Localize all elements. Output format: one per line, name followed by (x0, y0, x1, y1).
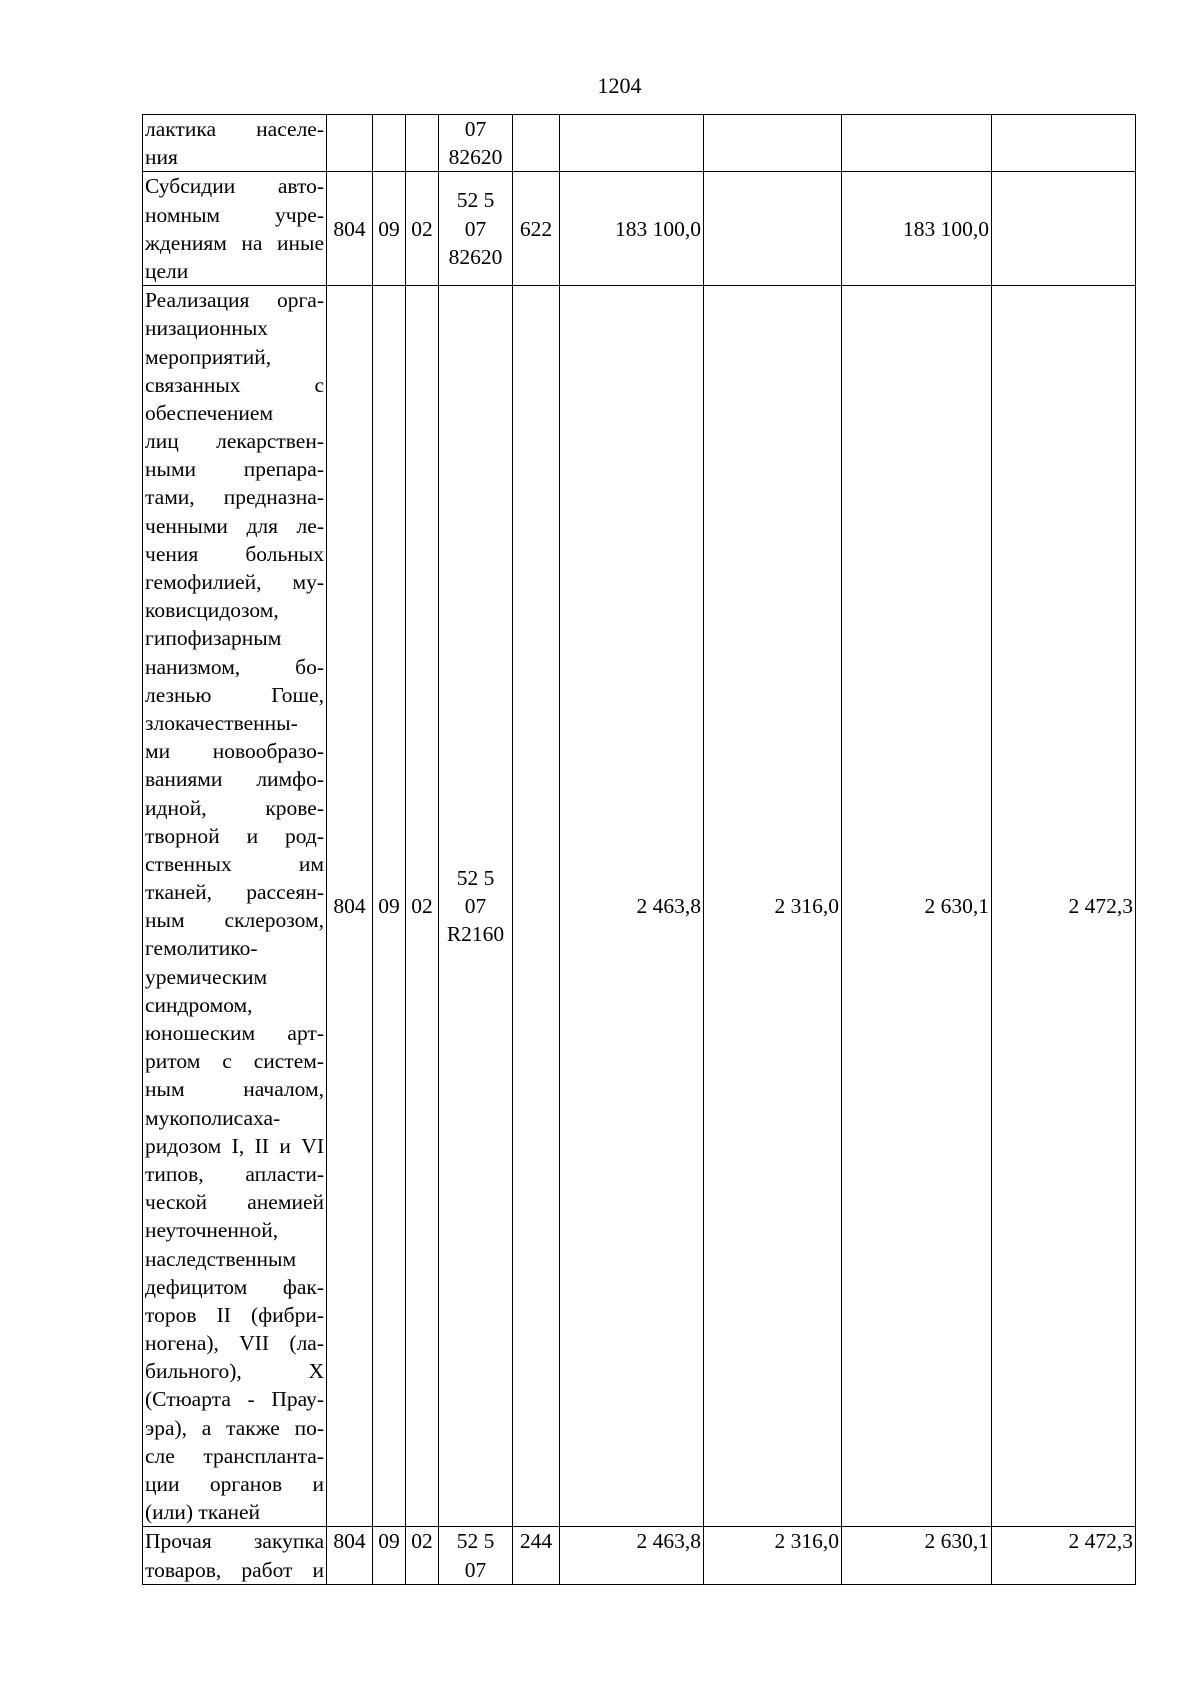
row-name-line: мероприятий, (145, 344, 272, 369)
amount-cell-4 (992, 172, 1136, 286)
row-name-line: гипофизарным (145, 626, 282, 651)
section-code-cell: 09 (373, 286, 406, 1527)
row-name-cell (143, 172, 327, 286)
row-name-line: эра), а также по- (145, 1415, 324, 1440)
row-name-line: ритом с систем- (145, 1049, 324, 1074)
target-article-line: 07 (464, 117, 487, 141)
amount-cell-4: 2 472,3 (992, 1527, 1136, 1584)
section-code-cell: 09 (373, 1527, 406, 1584)
row-name-line: тканей, рассеян- (145, 880, 324, 905)
amount-cell-2 (704, 115, 842, 172)
amount-cell-4: 2 472,3 (992, 286, 1136, 1527)
subsection-code-cell (406, 115, 439, 172)
row-name-line: ченными для ле- (145, 513, 324, 538)
row-name-line: ным началом, (145, 1077, 324, 1102)
row-name-line: уремическим (145, 964, 268, 989)
target-article-cell (439, 115, 513, 172)
amount-cell-2: 2 316,0 (704, 1527, 842, 1584)
row-name-line: низационных (145, 316, 269, 341)
budget-table (142, 114, 1136, 1585)
target-article-line: 52 5 (456, 865, 495, 890)
target-article-line: 07 (464, 894, 487, 919)
row-name-cell (143, 115, 327, 172)
row-name-line: дефицитом фак- (145, 1274, 324, 1299)
row-name-line: ридозом I, II и VI (145, 1133, 324, 1158)
row-name-line: ждениям на иные (145, 230, 324, 255)
target-article-line: 52 5 (456, 1529, 495, 1554)
row-name-line: номным учре- (145, 202, 324, 227)
row-name-line: чения больных (145, 541, 324, 566)
row-name-line: связанных с (145, 372, 324, 397)
table-row (143, 115, 1136, 172)
table-row (143, 286, 1136, 1527)
row-name-line: Реализация орга- (145, 288, 324, 313)
target-article-line: 82620 (448, 145, 503, 170)
row-name-line: тами, предназна- (145, 485, 324, 510)
row-name-line: Субсидии авто- (145, 174, 324, 199)
expense-type-cell (513, 115, 560, 172)
amount-cell-3: 2 630,1 (842, 1527, 992, 1584)
row-name-line: юношеским арт- (145, 1021, 324, 1046)
row-name-line: ния (145, 145, 178, 170)
row-name-line: ции органов и (145, 1472, 324, 1497)
table-row (143, 172, 1136, 286)
row-name-line: сле транспланта- (145, 1443, 324, 1468)
row-name-line: обеспечением (145, 400, 274, 425)
ministry-code-cell: 804 (327, 1527, 373, 1584)
target-article-cell (439, 172, 513, 286)
row-name-line: ственных им (145, 851, 324, 876)
row-name-line: неуточненной, (145, 1218, 279, 1243)
row-name-line: творной и род- (145, 823, 324, 848)
row-name-line: ным склерозом, (145, 908, 324, 933)
subsection-code-cell: 02 (406, 172, 439, 286)
row-name-line: лактика населе- (145, 117, 324, 141)
row-name-line: синдромом, (145, 992, 253, 1017)
ministry-code-cell (327, 115, 373, 172)
row-name-line: гемолитико- (145, 936, 258, 961)
amount-cell-1: 183 100,0 (560, 172, 704, 286)
amount-cell-3 (842, 115, 992, 172)
target-article-line: 07 (464, 216, 487, 241)
amount-cell-1: 2 463,8 (560, 1527, 704, 1584)
row-name-line: гемофилией, му- (145, 570, 324, 595)
row-name-line: ваниями лимфо- (145, 767, 324, 792)
target-article-line: 82620 (448, 244, 503, 269)
row-name-line: идной, крове- (145, 795, 324, 820)
ministry-code-cell: 804 (327, 172, 373, 286)
row-name-line: товаров, работ и (145, 1557, 324, 1582)
amount-cell-1 (560, 115, 704, 172)
expense-type-cell: 244 (513, 1527, 560, 1584)
row-name-line: ковисцидозом, (145, 598, 279, 623)
row-name-line: бильного), X (145, 1359, 324, 1384)
subsection-code-cell: 02 (406, 1527, 439, 1584)
amount-cell-4 (992, 115, 1136, 172)
expense-type-cell: 622 (513, 172, 560, 286)
row-name-line: (или) тканей (145, 1500, 261, 1525)
amount-cell-3: 183 100,0 (842, 172, 992, 286)
row-name-line: цели (145, 258, 189, 283)
amount-cell-2 (704, 172, 842, 286)
target-article-cell (439, 286, 513, 1527)
amount-cell-1: 2 463,8 (560, 286, 704, 1527)
section-code-cell (373, 115, 406, 172)
row-name-line: ми новообразо- (145, 739, 324, 764)
row-name-line: нанизмом, бо- (145, 654, 324, 679)
target-article-line: 52 5 (456, 188, 495, 213)
row-name-line: ческой анемией (145, 1190, 324, 1215)
row-name-line: типов, апласти- (145, 1161, 324, 1186)
page-number: 1204 (597, 73, 642, 98)
section-code-cell: 09 (373, 172, 406, 286)
target-article-line: 07 (464, 1557, 487, 1582)
row-name-cell (143, 1527, 327, 1584)
row-name-line: наследственным (145, 1246, 297, 1271)
row-name-line: мукополисаха- (145, 1105, 281, 1130)
table-row (143, 1527, 1136, 1584)
row-name-line: лезнью Гоше, (145, 682, 324, 707)
target-article-line: R2160 (446, 922, 505, 947)
row-name-line: злокачественны- (145, 710, 298, 735)
row-name-line: (Стюарта - Прау- (145, 1387, 324, 1412)
amount-cell-2: 2 316,0 (704, 286, 842, 1527)
amount-cell-3: 2 630,1 (842, 286, 992, 1527)
row-name-cell (143, 286, 327, 1527)
ministry-code-cell: 804 (327, 286, 373, 1527)
target-article-cell (439, 1527, 513, 1584)
row-name-line: Прочая закупка (145, 1529, 324, 1554)
subsection-code-cell: 02 (406, 286, 439, 1527)
row-name-line: ногена), VII (ла- (145, 1331, 324, 1356)
row-name-line: торов II (фибри- (145, 1302, 324, 1327)
expense-type-cell (513, 286, 560, 1527)
row-name-line: лиц лекарствен- (145, 429, 324, 454)
row-name-line: ными препара- (145, 457, 324, 482)
